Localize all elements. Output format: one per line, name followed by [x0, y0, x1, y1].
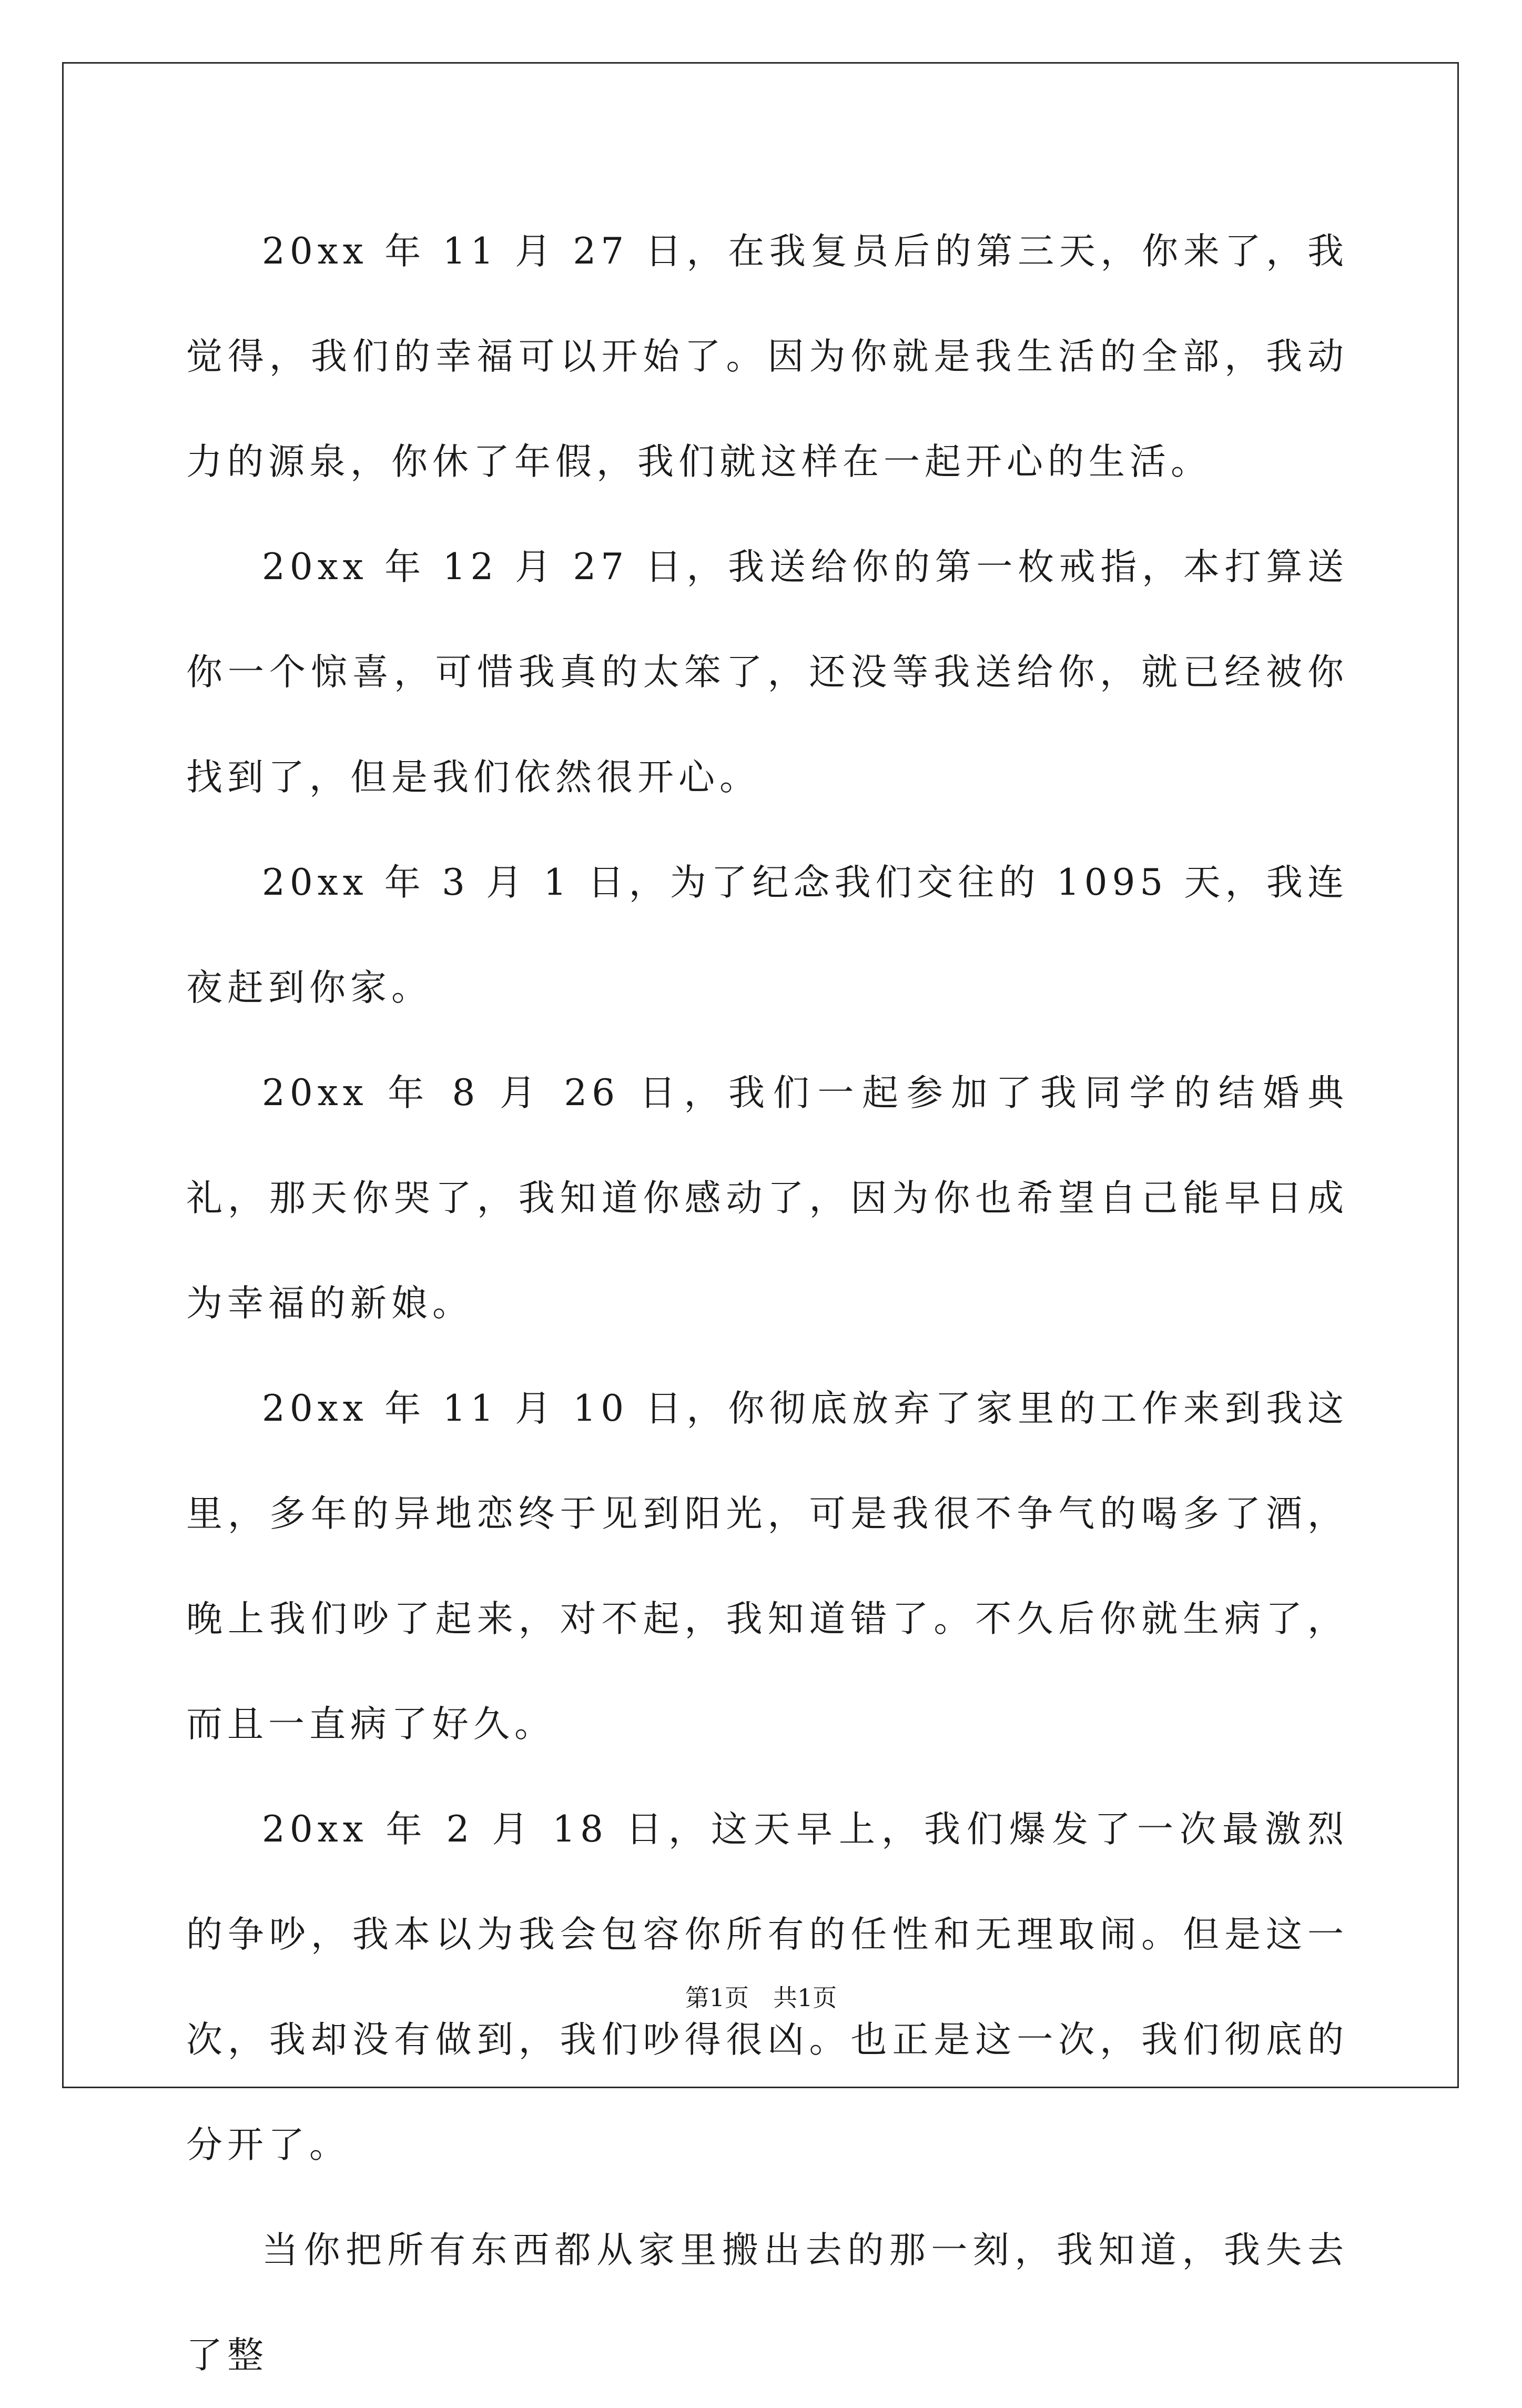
- page-number-footer: 第1页 共1页: [685, 1984, 837, 2012]
- document-body: [186, 199, 1348, 2408]
- paragraph-1: 20xx 年 11 月 27 日，在我复员后的第三天，你来了，我觉得，我们的幸福可以开始了。因为你就是我生活的全部，我动力的源泉，你休了年假，我们就这样在一起开心的生活。: [186, 230, 1348, 483]
- paragraph-3: 20xx 年 3 月 1 日，为了纪念我们交往的 1095 天，我连夜赶到你家。: [186, 862, 1348, 1009]
- paragraph-7: 当你把所有东西都从家里搬出去的那一刻，我知道，我失去了整: [186, 2229, 1348, 2376]
- paragraph-2: 20xx 年 12 月 27 日，我送给你的第一枚戒指，本打算送你一个惊喜，可惜我真的太笨了，还没等我送给你，就已经被你找到了，但是我们依然很开心。: [186, 546, 1348, 798]
- paragraph-4: 20xx 年 8 月 26 日，我们一起参加了我同学的结婚典礼，那天你哭了，我知道你感动了，因为你也希望自己能早日成为幸福的新娘。: [186, 1072, 1348, 1324]
- paragraph-5: 20xx 年 11 月 10 日，你彻底放弃了家里的工作来到我这里，多年的异地恋终于见到阳光，可是我很不争气的喝多了酒，晚上我们吵了起来，对不起，我知道错了。不久后你就生病了，而且一直病了好久。: [186, 1388, 1348, 1745]
- paragraph-6: 20xx 年 2 月 18 日，这天早上，我们爆发了一次最激烈的争吵，我本以为我会包容你所有的任性和无理取闹。但是这一次，我却没有做到，我们吵得很凶。也正是这一次，我们彻底的分开了。: [186, 1808, 1348, 2166]
